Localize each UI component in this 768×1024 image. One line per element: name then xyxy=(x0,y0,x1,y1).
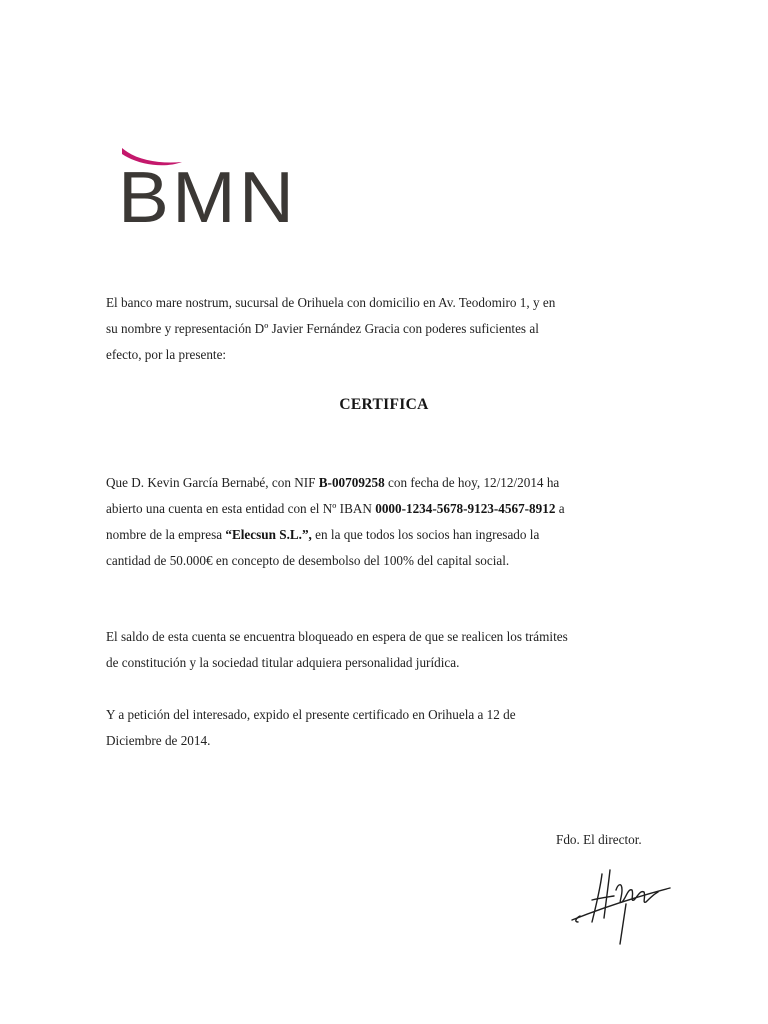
peticion-line-2: Diciembre de 2014. xyxy=(106,733,211,748)
director-signature xyxy=(562,860,672,950)
cert-text-2b: a xyxy=(555,501,565,516)
nif-value: B-00709258 xyxy=(318,475,385,490)
certification-paragraph xyxy=(106,470,666,574)
intro-line-2: su nombre y representación Dº Javier Fernández Gracia con poderes suficientes al xyxy=(106,321,539,336)
signoff-text: Fdo. El director. xyxy=(556,832,642,847)
saldo-line-2: de constitución y la sociedad titular adquiera personalidad jurídica. xyxy=(106,655,460,670)
logo-wordmark: BMN xyxy=(118,158,298,238)
document-title: CERTIFICA xyxy=(339,396,429,413)
company-name: “Elecsun S.L.”, xyxy=(225,527,312,542)
cert-text-3a: nombre de la empresa xyxy=(106,527,226,542)
cert-text-1b: con fecha de hoy, 12/12/2014 ha xyxy=(384,475,560,490)
cert-text-3b: en la que todos los socios han ingresado la xyxy=(311,527,540,542)
cert-text-4: cantidad de 50.000€ en concepto de desembolso del 100% del capital social. xyxy=(106,553,510,568)
peticion-paragraph xyxy=(106,702,666,754)
cert-text-1a: Que D. Kevin García Bernabé, con NIF xyxy=(106,475,319,490)
intro-line-1: El banco mare nostrum, sucursal de Orihuela con domicilio en Av. Teodomiro 1, y en xyxy=(106,295,556,310)
peticion-line-1: Y a petición del interesado, expido el presente certificado en Orihuela a 12 de xyxy=(106,707,516,722)
saldo-paragraph xyxy=(106,624,666,676)
intro-paragraph xyxy=(106,290,666,368)
cert-text-2a: abierto una cuenta en esta entidad con el Nº IBAN xyxy=(106,501,376,516)
bmn-logo xyxy=(118,144,348,238)
intro-line-3: efecto, por la presente: xyxy=(106,347,227,362)
saldo-line-1: El saldo de esta cuenta se encuentra bloqueado en espera de que se realicen los trámites xyxy=(106,629,568,644)
iban-value: 0000-1234-5678-9123-4567-8912 xyxy=(375,501,556,516)
